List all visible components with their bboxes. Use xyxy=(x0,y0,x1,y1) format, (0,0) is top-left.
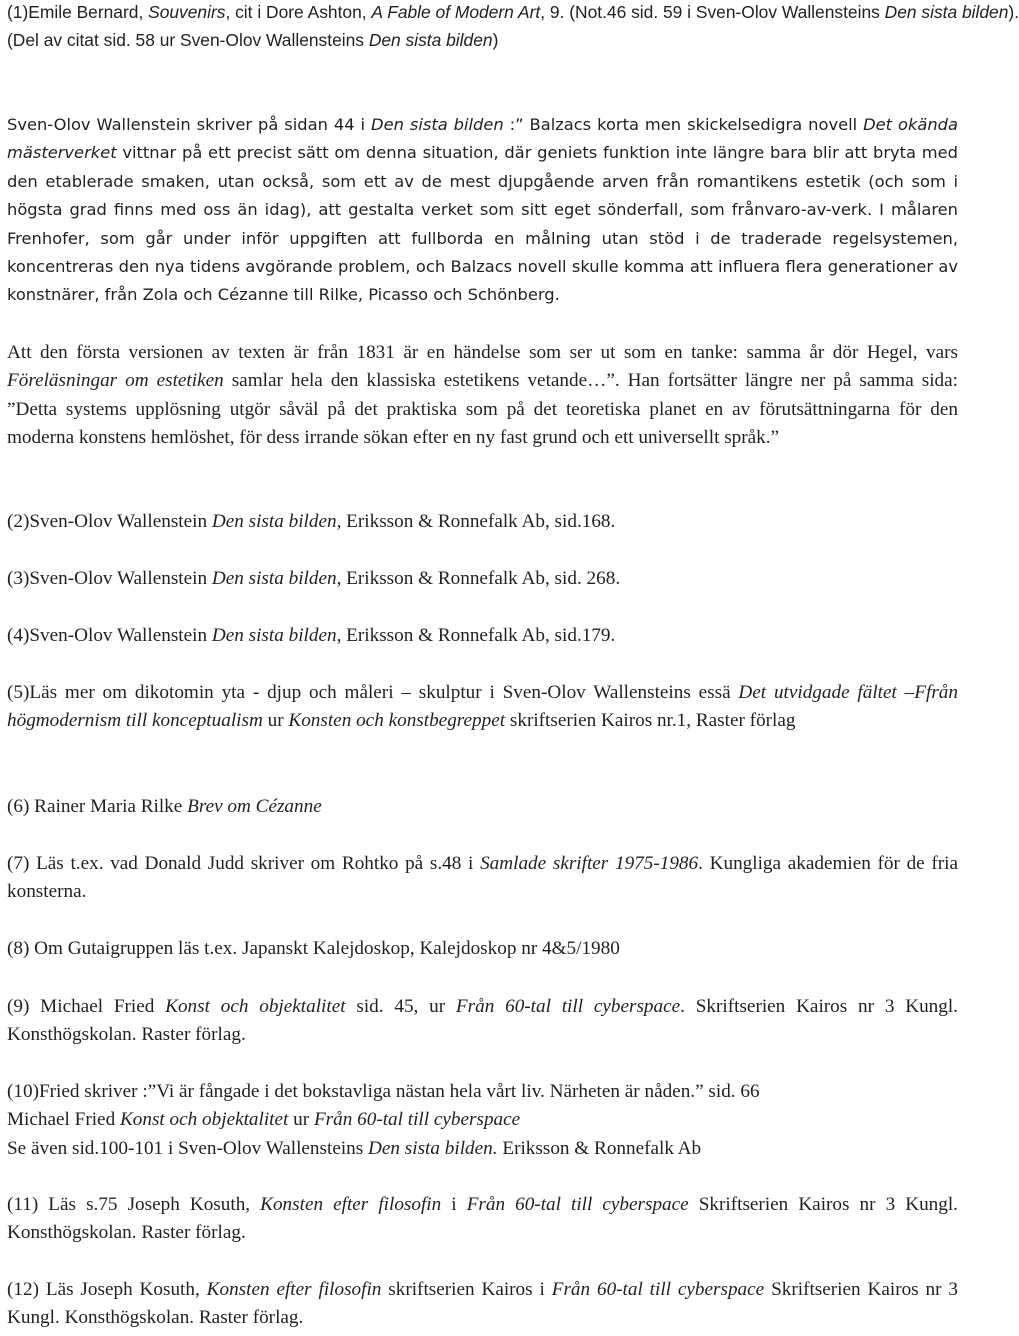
text-run: (11) Läs s.75 Joseph Kosuth, xyxy=(7,1194,261,1215)
italic-title: Samlade skrifter 1975-1986 xyxy=(480,853,699,874)
text-run: skriftserien Kairos nr.1, Raster förlag xyxy=(505,710,796,732)
text-run: ) xyxy=(492,30,499,51)
text-run: (3)Sven-Olov Wallenstein xyxy=(7,568,212,589)
note-5 xyxy=(7,679,958,736)
text-paragraph xyxy=(7,679,958,736)
italic-title: Konsten och konstbegreppet xyxy=(288,710,506,732)
text-line xyxy=(7,0,1019,26)
italic-title: Brev om Cézanne xyxy=(187,796,322,817)
note-7 xyxy=(7,850,958,907)
text-run: (8) Om Gutaigruppen läs t.ex. Japanskt Kalejdoskop, Kalejdoskop nr 4&5/1980 xyxy=(7,938,620,959)
text-run: Eriksson & Ronnefalk Ab xyxy=(497,1137,702,1159)
text-line xyxy=(7,1078,958,1106)
text-run: :” Balzacs korta men skickelsedigra novell xyxy=(503,115,864,134)
text-paragraph xyxy=(7,850,958,907)
quote-paragraph xyxy=(7,111,958,310)
text-run: (12) Läs Joseph Kosuth, xyxy=(7,1279,207,1300)
text-line xyxy=(7,26,958,54)
italic-title: Från 60-tal till cyberspace xyxy=(313,1109,521,1131)
text-run: (4)Sven-Olov Wallenstein xyxy=(7,625,212,646)
note-6 xyxy=(7,793,958,821)
text-run: (2)Sven-Olov Wallenstein xyxy=(7,511,212,532)
text-run: Se även sid.100-101 i Sven-Olov Wallensteins xyxy=(7,1137,369,1159)
text-run: skriftserien Kairos i xyxy=(381,1279,552,1300)
note-11 xyxy=(7,1191,958,1248)
text-run: ur xyxy=(262,710,289,732)
italic-title: Föreläsningar om estetiken xyxy=(7,370,224,392)
note-8 xyxy=(7,935,958,963)
italic-title: Från 60-tal till cyberspace xyxy=(466,1194,689,1215)
note-3 xyxy=(7,565,958,593)
text-run: ur xyxy=(288,1109,314,1131)
text-run: (6) Rainer Maria Rilke xyxy=(7,796,188,817)
text-run: (5)Läs mer om dikotomin yta - djup och måleri – skulptur i Sven-Olov Wallensteins essä xyxy=(7,682,739,703)
note-12 xyxy=(7,1276,958,1333)
text-paragraph xyxy=(7,111,958,310)
note-10 xyxy=(7,1078,958,1163)
text-paragraph xyxy=(7,1191,958,1248)
text-run: vittnar på ett precist sätt om denna situation, där geniets funktion inte längre bara blir att bryta med den etablerade smaken, utan också, som ett av de mest djupgående arven från romantikens estetik (och som i högsta grad finns med oss än idag), att gestalta verket som sitt eget sönderfall, som frånvaro-av-verk. I målaren Frenhofer, som går under inför uppgiften att fullborda en målning utan stöd i de traderade regelsystemen, koncentreras den nya tidens avgörande problem, och Balzacs novell skulle komma att influera flera generationer av konstnärer, från Zola och Cézanne till Rilke, Picasso och Schönberg. xyxy=(7,143,958,305)
text-run: Michael Fried xyxy=(7,1109,120,1131)
text-line xyxy=(7,1106,958,1134)
italic-title: Konsten efter filosofin xyxy=(206,1279,382,1300)
text-run: i xyxy=(441,1194,467,1215)
text-paragraph xyxy=(7,339,958,453)
italic-title: A Fable of Modern Art xyxy=(371,2,541,22)
text-paragraph xyxy=(7,793,958,821)
text-run: sid. 45, ur xyxy=(345,996,456,1017)
italic-title: Det okända mästerverket xyxy=(7,115,958,163)
text-run: (7) Läs t.ex. vad Donald Judd skriver om Rohtko på s.48 i xyxy=(7,853,481,874)
text-run: (Del av citat sid. 58 ur Sven-Olov Wallensteins xyxy=(7,30,369,51)
text-run: samlar hela den klassiska estetikens vetande…”. Han fortsätter längre ner på samma sida: ”Detta systems upplösning utgör såväl på det praktiska som på det teoretiska planet en av förutsättningarna för den moderna konstens hemlöshet, för dess irrande sökan efter en ny fast grund och ett universellt språk.” xyxy=(7,370,958,449)
note-1 xyxy=(7,0,1019,55)
italic-title: Från 60-tal till cyberspace xyxy=(455,996,681,1017)
italic-title: Den sista bilden, xyxy=(211,511,342,532)
text-run: , cit i Dore Ashton, xyxy=(225,2,372,22)
italic-title: Den sista bilden. xyxy=(368,1137,498,1159)
text-paragraph xyxy=(7,1276,958,1333)
text-run: Skriftserien Kairos nr 3 Kungl. Konsthögskolan. Raster förlag. xyxy=(7,1279,958,1329)
italic-title: Den sista bilden xyxy=(884,2,1009,22)
text-run: . Kungliga akademien för de fria konsterna. xyxy=(7,853,959,903)
italic-title: Konsten efter filosofin xyxy=(260,1194,442,1215)
text-line xyxy=(7,1135,958,1163)
text-run: (9) Michael Fried xyxy=(7,996,166,1017)
text-run: Eriksson & Ronnefalk Ab, sid.179. xyxy=(341,625,616,646)
text-run: Eriksson & Ronnefalk Ab, sid. 268. xyxy=(341,568,621,589)
italic-title: Konst och objektalitet xyxy=(165,996,346,1017)
text-paragraph xyxy=(7,622,958,650)
italic-title: Det utvidgade fältet –Ffrån högmodernism till konceptualism xyxy=(7,682,958,732)
text-run: (1)Emile Bernard, xyxy=(7,2,149,22)
text-run: Skriftserien Kairos nr 3 Kungl. Konsthögskolan. Raster förlag. xyxy=(7,1194,958,1244)
text-run: ). xyxy=(1008,2,1019,22)
italic-title: Den sista bilden xyxy=(368,30,493,51)
text-run: Att den första versionen av texten är från 1831 är en händelse som ser ut som en tanke: samma år dör Hegel, vars xyxy=(7,342,958,363)
text-run: Eriksson & Ronnefalk Ab, sid.168. xyxy=(341,511,616,532)
note-4 xyxy=(7,622,958,650)
quote-paragraph-continued xyxy=(7,339,958,453)
text-paragraph xyxy=(7,935,958,963)
text-paragraph xyxy=(7,508,958,536)
note-2 xyxy=(7,508,958,536)
text-run: . Skriftserien Kairos nr 3 Kungl. Konsthögskolan. Raster förlag. xyxy=(7,996,958,1046)
italic-title: Konst och objektalitet xyxy=(119,1109,289,1131)
italic-title: Souvenirs xyxy=(148,2,226,22)
italic-title: Den sista bilden, xyxy=(211,568,342,589)
note-9 xyxy=(7,993,958,1050)
text-run: , 9. (Not.46 sid. 59 i Sven-Olov Wallensteins xyxy=(540,2,885,22)
italic-title: Den sista bilden, xyxy=(211,625,342,646)
italic-title: Den sista bilden xyxy=(371,115,504,134)
italic-title: Från 60-tal till cyberspace xyxy=(551,1279,765,1300)
text-run: (10)Fried skriver :”Vi är fångade i det bokstavliga nästan hela vårt liv. Närheten är nåden.” sid. 66 xyxy=(7,1081,760,1102)
text-paragraph xyxy=(7,993,958,1050)
text-run: Sven-Olov Wallenstein skriver på sidan 44 i xyxy=(7,115,372,134)
text-paragraph xyxy=(7,565,958,593)
